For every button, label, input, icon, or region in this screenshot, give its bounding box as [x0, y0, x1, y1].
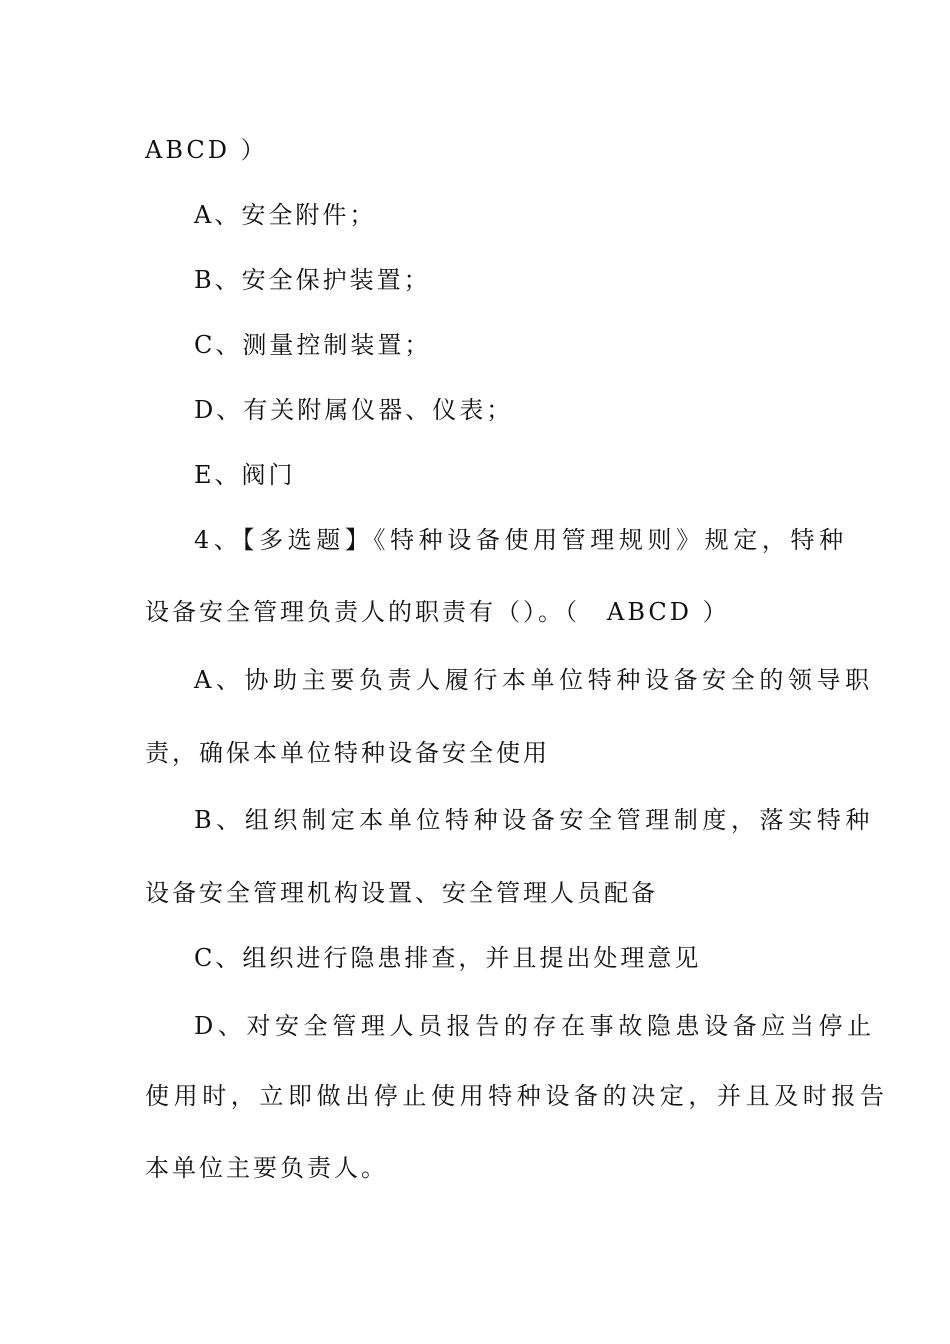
q4-option-d-line-2: 使用时，立即做出停止使用特种设备的决定，并且及时报告	[145, 1082, 889, 1110]
q4-option-c: C、组织进行隐患排查，并且提出处理意见	[194, 944, 702, 972]
q4-option-d-line-1: D、对安全管理人员报告的存在事故隐患设备应当停止	[194, 1012, 876, 1040]
option-c: C、测量控制装置；	[194, 331, 432, 359]
question-4-line-2: 设备安全管理负责人的职责有（）。（ ABCD ）	[145, 598, 730, 626]
option-a: A、安全附件；	[194, 201, 377, 229]
option-b: B、安全保护装置；	[194, 266, 431, 294]
option-e: E、阀门	[194, 461, 296, 489]
answer-continuation: ABCD ）	[145, 136, 268, 164]
q4-option-b-line-1: B、组织制定本单位特种设备安全管理制度，落实特种	[194, 806, 875, 834]
question-4-line-1: 4、【多选题】《特种设备使用管理规则》规定，特种	[194, 526, 848, 554]
q4-option-a-line-2: 责，确保本单位特种设备安全使用	[145, 739, 550, 767]
q4-option-d-line-3: 本单位主要负责人。	[145, 1154, 388, 1182]
q4-option-a-line-1: A、协助主要负责人履行本单位特种设备安全的领导职	[194, 666, 874, 694]
q4-option-b-line-2: 设备安全管理机构设置、安全管理人员配备	[145, 879, 658, 907]
option-d: D、有关附属仪器、仪表；	[194, 396, 514, 424]
